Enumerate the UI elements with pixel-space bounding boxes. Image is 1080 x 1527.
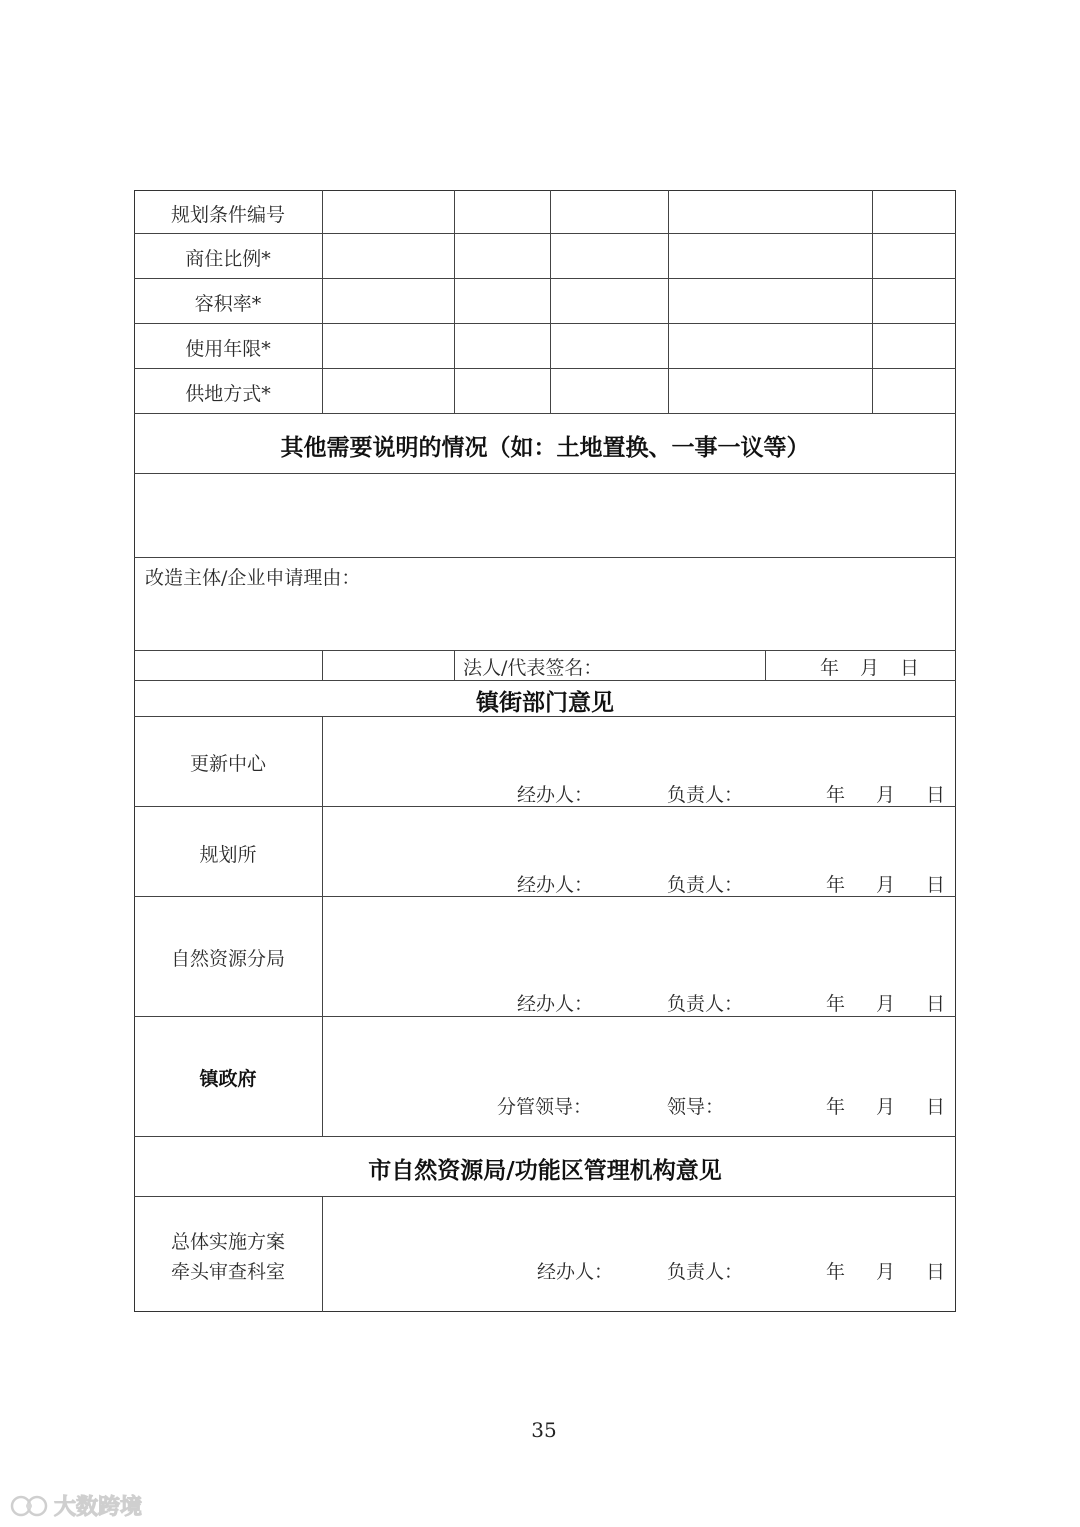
- col-divider: [322, 716, 323, 1136]
- col-divider: [765, 650, 766, 680]
- leader-label: 领导：: [667, 1096, 725, 1118]
- date-year: 年: [826, 784, 846, 806]
- row-divider: [134, 413, 956, 414]
- signature-date-day: 日: [900, 657, 920, 679]
- col-divider: [322, 1196, 323, 1312]
- row-divider: [134, 368, 956, 369]
- row-divider: [134, 473, 956, 474]
- col-divider: [550, 190, 551, 413]
- label-plot-ratio: 容积率*: [194, 293, 262, 315]
- label-use-period: 使用年限*: [185, 338, 271, 360]
- date-month: 月: [876, 874, 896, 896]
- label-plan-condition-no: 规划条件编号: [170, 204, 286, 226]
- row-divider: [134, 680, 956, 681]
- date-month: 月: [876, 993, 896, 1015]
- handler-label: 经办人：: [517, 993, 594, 1015]
- page-number: 35: [531, 1418, 557, 1442]
- col-divider: [322, 190, 323, 413]
- dept-city-line1: 总体实施方案: [170, 1231, 286, 1253]
- watermark-text: 大数跨境: [54, 1495, 143, 1520]
- responsible-label: 负责人：: [667, 784, 744, 806]
- town-section-title: 镇街部门意见: [476, 690, 614, 716]
- date-day: 日: [926, 1261, 946, 1283]
- date-day: 日: [926, 1096, 946, 1118]
- handler-label: 经办人：: [517, 784, 594, 806]
- date-year: 年: [826, 1096, 846, 1118]
- row-divider: [134, 1196, 956, 1197]
- watermark: [10, 1490, 142, 1521]
- responsible-label: 负责人：: [667, 993, 744, 1015]
- signature-label: 法人/代表签名：: [463, 657, 603, 679]
- application-reason-label: 改造主体/企业申请理由：: [145, 567, 361, 589]
- col-divider: [872, 190, 873, 413]
- row-divider: [134, 233, 956, 234]
- responsible-label: 负责人：: [667, 1261, 744, 1283]
- leader-in-charge-label: 分管领导：: [497, 1096, 593, 1118]
- label-commercial-residential-ratio: 商住比例*: [185, 248, 271, 270]
- row-divider: [134, 650, 956, 651]
- label-supply-method: 供地方式*: [185, 383, 271, 405]
- handler-label: 经办人：: [537, 1261, 614, 1283]
- responsible-label: 负责人：: [667, 874, 744, 896]
- handler-label: 经办人：: [517, 874, 594, 896]
- row-divider: [134, 1136, 956, 1137]
- dept-natural-resources-branch: 自然资源分局: [170, 948, 286, 970]
- row-divider: [134, 278, 956, 279]
- col-divider: [668, 190, 669, 413]
- other-section-title: 其他需要说明的情况（如：土地置换、一事一议等）: [280, 435, 810, 461]
- row-divider: [134, 323, 956, 324]
- date-month: 月: [876, 784, 896, 806]
- logo-mark-icon: [10, 1493, 50, 1519]
- col-divider: [454, 190, 455, 413]
- row-divider: [134, 557, 956, 558]
- date-day: 日: [926, 993, 946, 1015]
- signature-date-year: 年: [820, 657, 840, 679]
- dept-city-line2: 牵头审查科室: [170, 1261, 286, 1283]
- dept-town-government: 镇政府: [199, 1068, 257, 1090]
- dept-update-center: 更新中心: [189, 753, 267, 775]
- date-month: 月: [876, 1261, 896, 1283]
- date-day: 日: [926, 784, 946, 806]
- date-year: 年: [826, 993, 846, 1015]
- date-month: 月: [876, 1096, 896, 1118]
- signature-date-month: 月: [860, 657, 880, 679]
- col-divider: [454, 650, 455, 680]
- city-section-title: 市自然资源局/功能区管理机构意见: [368, 1158, 722, 1184]
- date-year: 年: [826, 874, 846, 896]
- row-divider: [134, 1016, 956, 1017]
- col-divider: [322, 650, 323, 680]
- dept-planning-office: 规划所: [199, 844, 257, 866]
- date-year: 年: [826, 1261, 846, 1283]
- date-day: 日: [926, 874, 946, 896]
